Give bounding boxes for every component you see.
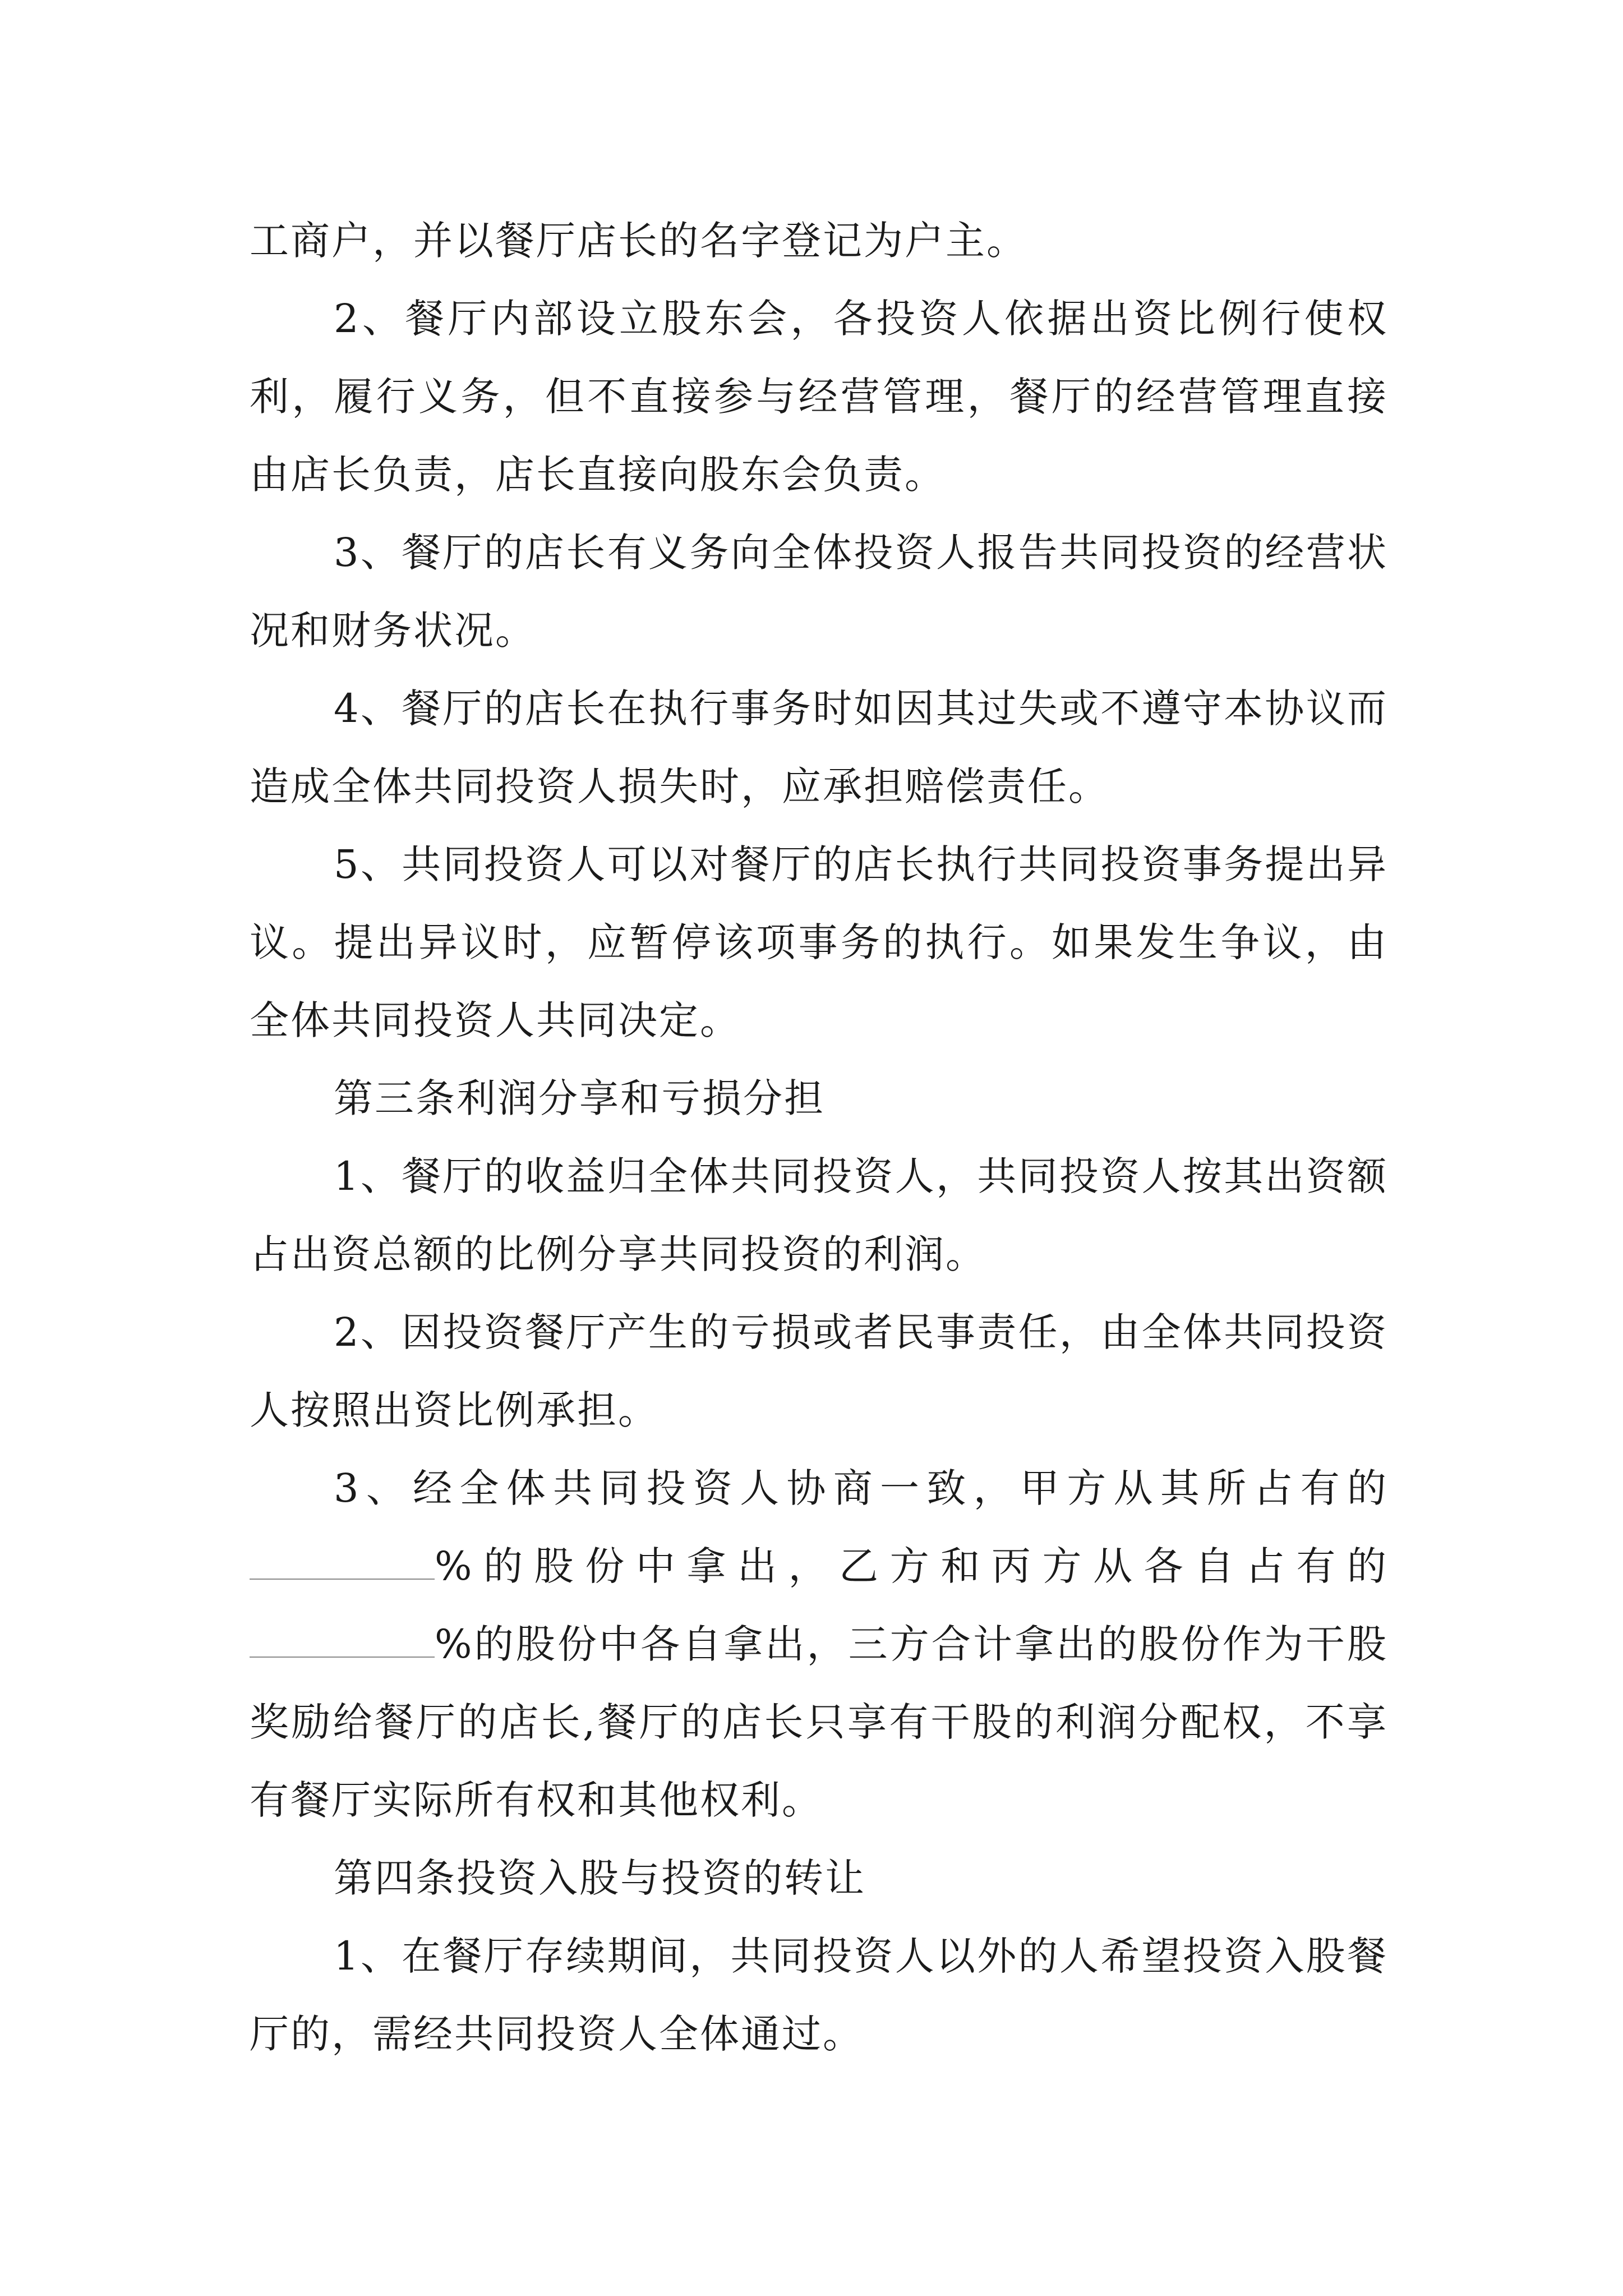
paragraph-4-liability: 4、餐厅的店长在执行事务时如因其过失或不遵守本协议而造成全体共同投资人损失时，应承担赔偿责任。 <box>250 685 1388 809</box>
article-3-clause-3 <box>250 1450 1388 1839</box>
article-4-clause-1: 1、在餐厅存续期间，共同投资人以外的人希望投资入股餐厅的，需经共同投资人全体通过。 <box>250 1933 1388 2057</box>
paragraph-continuation: 工商户，并以餐厅店长的名字登记为户主。 <box>250 218 1027 264</box>
clause-3-part-c: %的股份中各自拿出，三方合计拿出的股份作为干股奖励给餐厅的店长,餐厅的店长只享有干股的利润分配权，不享有餐厅实际所有权和其他权利。 <box>250 1621 1388 1823</box>
article-4-heading: 第四条投资入股与投资的转让 <box>334 1855 866 1901</box>
article-3-heading: 第三条利润分享和亏损分担 <box>334 1075 825 1121</box>
clause-3-part-b: %的股份中拿出，乙方和丙方从各自占有的 <box>435 1543 1388 1589</box>
clause-3-part-a: 3、经全体共同投资人协商一致，甲方从其所占有的 <box>334 1465 1388 1511</box>
article-3-clause-2: 2、因投资餐厅产生的亏损或者民事责任，由全体共同投资人按照出资比例承担。 <box>250 1309 1388 1433</box>
paragraph-3-report-duty: 3、餐厅的店长有义务向全体投资人报告共同投资的经营状况和财务状况。 <box>250 530 1388 654</box>
paragraph-2-shareholders-meeting: 2、餐厅内部设立股东会，各投资人依据出资比例行使权利，履行义务，但不直接参与经营管理，餐厅的经营管理直接由店长负责，店长直接向股东会负责。 <box>250 296 1388 498</box>
paragraph-5-objection: 5、共同投资人可以对餐厅的店长执行共同投资事务提出异议。提出异议时，应暂停该项事务的执行。如果发生争议，由全体共同投资人共同决定。 <box>250 841 1388 1043</box>
blank-field-party-bc-percentage[interactable] <box>250 1624 435 1658</box>
article-3-clause-1: 1、餐厅的收益归全体共同投资人，共同投资人按其出资额占出资总额的比例分享共同投资的利润。 <box>250 1153 1388 1277</box>
document-body <box>250 202 1388 2073</box>
blank-field-party-a-percentage[interactable] <box>250 1546 435 1580</box>
